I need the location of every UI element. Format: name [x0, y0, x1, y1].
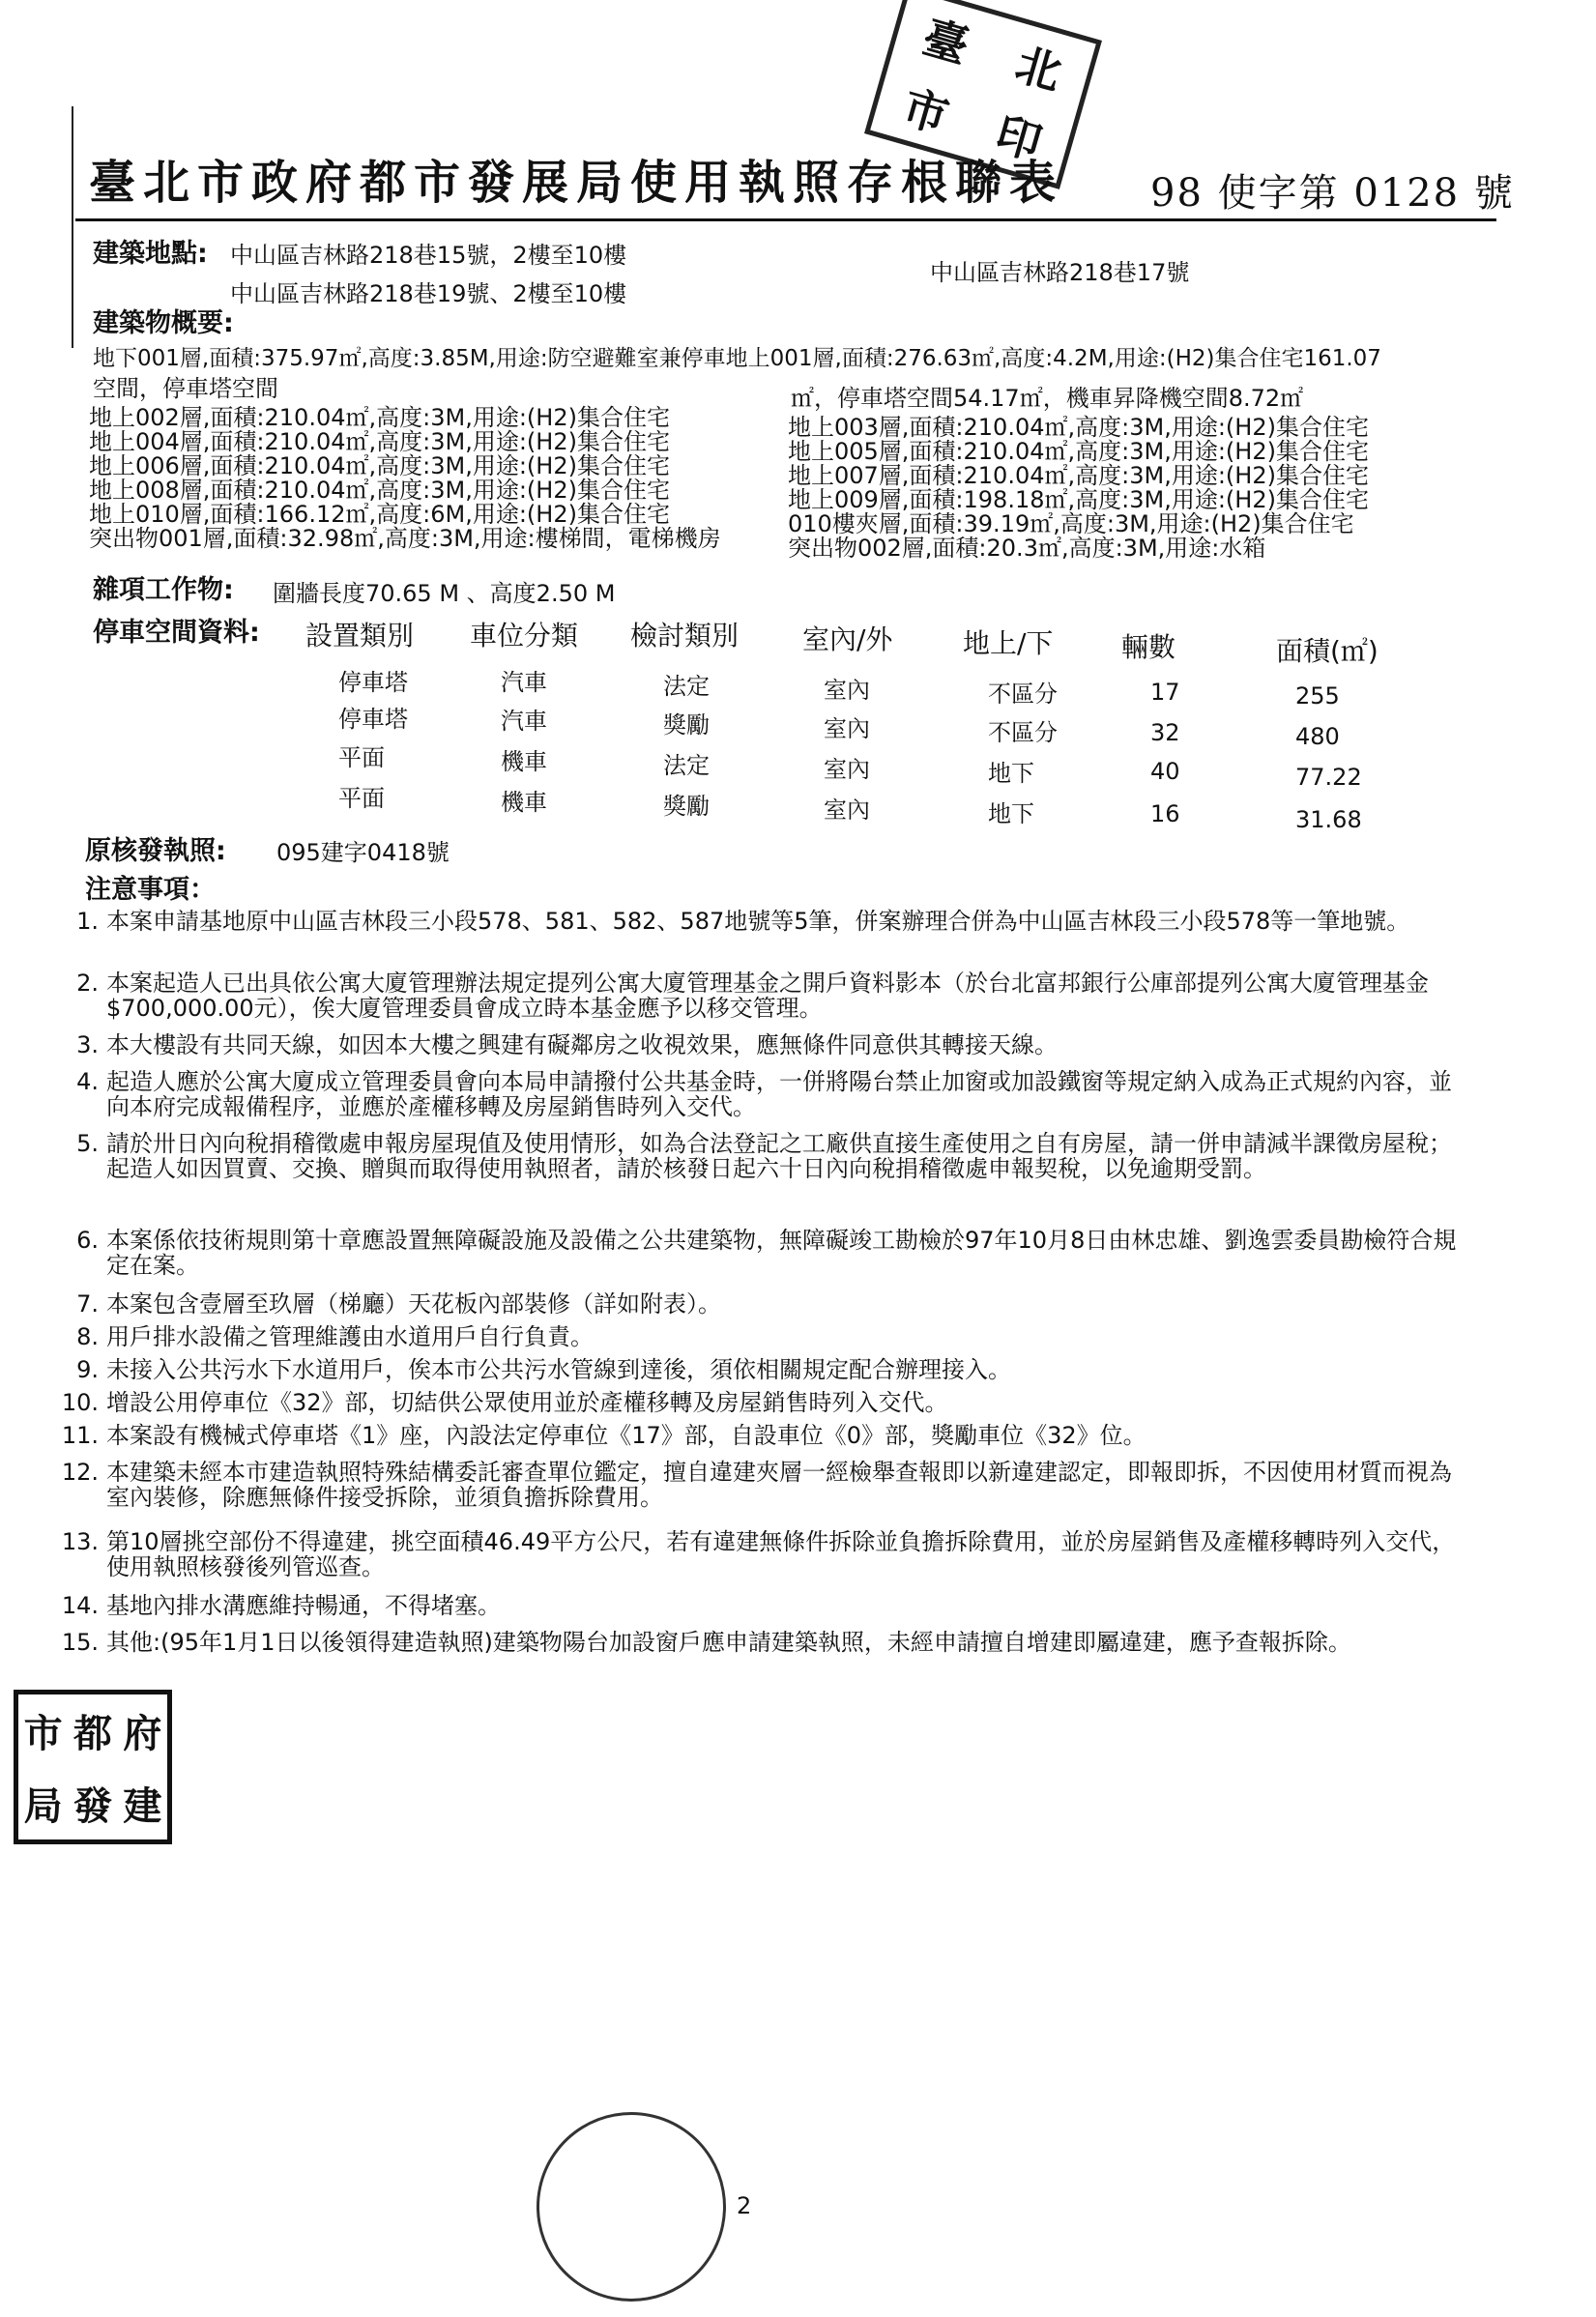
- site-right: 中山區吉林路218巷17號: [930, 259, 1190, 286]
- notice-number: 13.: [61, 1528, 99, 1555]
- stamp-char: 北: [1010, 37, 1068, 100]
- parking-header: 地上/下: [963, 627, 1054, 659]
- stamp-char: 印: [990, 106, 1048, 170]
- overview-line-2-left: 空間，停車塔空間: [93, 375, 278, 402]
- misc-label: 雜項工作物:: [93, 575, 234, 605]
- original-license-value: 095建字0418號: [276, 839, 450, 866]
- notice-number: 3.: [76, 1031, 99, 1058]
- parking-header: 車位分類: [470, 620, 579, 652]
- notice-item: [60, 1593, 1471, 1620]
- notice-number: 6.: [76, 1227, 99, 1254]
- parking-cell: 地下: [988, 760, 1034, 787]
- notice-number: 8.: [76, 1323, 99, 1350]
- parking-cell: 室內: [824, 796, 870, 824]
- overview-line-1: 地下001層,面積:375.97㎡,高度:3.85M,用途:防空避難室兼停車地上001層,面積:276.63㎡,高度:4.2M,用途:(H2)集合住宅161.07: [93, 346, 1381, 371]
- stamp-char: 臺: [916, 10, 974, 73]
- parking-cell: 汽車: [501, 708, 547, 735]
- parking-cell: 獎勵: [663, 711, 710, 739]
- notice-item: [60, 1357, 1471, 1384]
- parking-cell: 平面: [338, 785, 385, 812]
- notice-number: 12.: [61, 1459, 99, 1486]
- parking-cell: 法定: [663, 752, 710, 779]
- parking-header: 輛數: [1121, 631, 1176, 663]
- notice-text: 請於卅日內向稅捐稽徵處申報房屋現值及使用情形，如為合法登記之工廠供直接生產使用之自有房屋，請一併申請減半課徵房屋稅；起造人如因買賣、交換、贈與而取得使用執照者，請於核發日起六十日內向稅捐稽徵處申報契稅，以免逾期受罰。: [106, 1130, 1452, 1182]
- notice-item: [60, 1630, 1471, 1684]
- floor-line: 地上002層,面積:210.04㎡,高度:3M,用途:(H2)集合住宅: [89, 404, 670, 431]
- floor-line: 地上008層,面積:210.04㎡,高度:3M,用途:(H2)集合住宅: [89, 477, 670, 504]
- notice-text: 本建築未經本市建造執照特殊結構委託審查單位鑑定，擅自違建夾層一經檢舉查報即以新違建認定，即報即拆，不因使用材質而視為室內裝修，除應無條件接受拆除，並須負擔拆除費用。: [106, 1459, 1452, 1511]
- notice-text: 基地內排水溝應維持暢通，不得堵塞。: [106, 1592, 501, 1619]
- seal-char: 市: [23, 1711, 63, 1756]
- notice-item: [60, 1423, 1471, 1450]
- notice-text: 本案起造人已出具依公寓大廈管理辦法規定提列公寓大廈管理基金之開戶資料影本（於台北富邦銀行公庫部提列公寓大廈管理基金$700,000.00元），俟大廈管理委員會成立時本基金應予以移交管理。: [106, 970, 1429, 1022]
- notice-number: 10.: [61, 1389, 99, 1416]
- floor-line: 010樓夾層,面積:39.19㎡,高度:3M,用途:(H2)集合住宅: [788, 510, 1354, 537]
- notice-text: 本案包含壹層至玖層（梯廳）天花板內部裝修（詳如附表）。: [106, 1290, 721, 1318]
- round-stamp: [521, 2097, 740, 2316]
- parking-cell: 室內: [824, 756, 870, 783]
- parking-cell: 獎勵: [663, 793, 710, 820]
- notice-number: 14.: [61, 1592, 99, 1619]
- floor-line: 地上007層,面積:210.04㎡,高度:3M,用途:(H2)集合住宅: [788, 462, 1369, 489]
- notice-text: 未接入公共污水下水道用戶，俟本市公共污水管線到達後，須依相關規定配合辦理接入。: [106, 1356, 1011, 1383]
- parking-cell: 31.68: [1295, 806, 1362, 833]
- notice-item: [60, 1069, 1471, 1123]
- parking-cell: 255: [1295, 682, 1340, 710]
- misc-value: 圍牆長度70.65 M 、高度2.50 M: [273, 580, 616, 607]
- notice-number: 2.: [76, 970, 99, 997]
- notice-item: [60, 970, 1471, 1025]
- page-number: 2: [737, 2192, 752, 2219]
- notice-item: [60, 1390, 1471, 1417]
- seal-char: 發: [73, 1783, 112, 1829]
- overview-right-floors: [788, 416, 1369, 561]
- site-line-1: 中山區吉林路218巷15號，2樓至10樓: [230, 242, 627, 269]
- notice-text: 本案申請基地原中山區吉林段三小段578、581、582、587地號等5筆，併案辦理合併為中山區吉林段三小段578等一筆地號。: [106, 908, 1410, 935]
- notice-text: 第10層挑空部份不得違建，挑空面積46.49平方公尺，若有違建無條件拆除並負擔拆除費用，並於房屋銷售及產權移轉時列入交代，使用執照核發後列管巡查。: [106, 1528, 1456, 1580]
- notice-number: 1.: [76, 908, 99, 935]
- notice-text: 起造人應於公寓大廈成立管理委員會向本局申請撥付公共基金時，一併將陽台禁止加窗或加設鐵窗等規定納入成為正式規約內容，並向本府完成報備程序，並應於產權移轉及房屋銷售時列入交代。: [106, 1068, 1452, 1120]
- parking-cell: 機車: [501, 789, 547, 816]
- floor-line: 地上006層,面積:210.04㎡,高度:3M,用途:(H2)集合住宅: [89, 452, 670, 479]
- floor-line: 地上004層,面積:210.04㎡,高度:3M,用途:(H2)集合住宅: [89, 428, 670, 455]
- floor-line: 地上010層,面積:166.12㎡,高度:6M,用途:(H2)集合住宅: [89, 501, 670, 528]
- parking-label: 停車空間資料:: [93, 618, 260, 648]
- notice-text: 其他:(95年1月1日以後領得建造執照)建築物陽台加設窗戶應申請建築執照，未經申請擅自增建即屬違建，應予查報拆除。: [106, 1629, 1351, 1656]
- floor-line: 地上003層,面積:210.04㎡,高度:3M,用途:(H2)集合住宅: [788, 414, 1369, 441]
- parking-header: 面積(㎡): [1276, 635, 1378, 667]
- notice-number: 7.: [76, 1290, 99, 1318]
- parking-cell: 32: [1150, 719, 1180, 746]
- parking-cell: 停車塔: [338, 706, 408, 733]
- notices-label: 注意事項：: [85, 875, 216, 905]
- parking-cell: 17: [1150, 679, 1180, 706]
- notice-text: 增設公用停車位《32》部，切結供公眾使用並於產權移轉及房屋銷售時列入交代。: [106, 1389, 948, 1416]
- notice-number: 11.: [61, 1422, 99, 1449]
- overview-line-2-right: ㎡，停車塔空間54.17㎡，機車昇降機空間8.72㎡: [791, 385, 1304, 412]
- floor-line: 地上005層,面積:210.04㎡,高度:3M,用途:(H2)集合住宅: [788, 438, 1369, 465]
- parking-cell: 不區分: [988, 681, 1058, 708]
- stamp-char: 市: [897, 79, 955, 143]
- seal-char: 局: [23, 1783, 63, 1829]
- document-number: 98 使字第 0128 號: [1150, 171, 1515, 216]
- parking-cell: 室內: [824, 715, 870, 742]
- parking-header: 設置類別: [305, 620, 415, 652]
- floor-line: 地上009層,面積:198.18㎡,高度:3M,用途:(H2)集合住宅: [788, 486, 1369, 513]
- parking-cell: 77.22: [1295, 764, 1362, 791]
- parking-cell: 16: [1150, 800, 1180, 827]
- seal-char: 都: [73, 1711, 112, 1756]
- parking-cell: 法定: [663, 673, 710, 700]
- site-label: 建築地點:: [93, 239, 208, 269]
- notice-number: 15.: [61, 1629, 99, 1656]
- notice-item: [60, 1032, 1471, 1059]
- site-line-2: 中山區吉林路218巷19號、2樓至10樓: [230, 280, 627, 307]
- notice-number: 5.: [76, 1130, 99, 1157]
- notice-number: 4.: [76, 1068, 99, 1095]
- official-seal: [14, 1690, 172, 1844]
- parking-cell: 機車: [501, 748, 547, 775]
- left-margin-line: [72, 106, 73, 348]
- notice-number: 9.: [76, 1356, 99, 1383]
- overview-left-floors: [89, 406, 721, 551]
- notice-text: 用戶排水設備之管理維護由水道用戶自行負責。: [106, 1323, 594, 1350]
- notice-item: [60, 1460, 1471, 1514]
- parking-cell: 40: [1150, 758, 1180, 785]
- overview-label: 建築物概要:: [93, 308, 234, 338]
- seal-char: 建: [123, 1783, 162, 1829]
- parking-header: 檢討類別: [630, 620, 740, 652]
- notice-text: 本案設有機械式停車塔《1》座，內設法定停車位《17》部，自設車位《0》部，獎勵車位《32》位。: [106, 1422, 1146, 1449]
- parking-cell: 室內: [824, 677, 870, 704]
- seal-char: 府: [123, 1711, 162, 1756]
- parking-header: 室內/外: [802, 623, 893, 655]
- parking-cell: 汽車: [501, 669, 547, 696]
- original-license-label: 原核發執照:: [85, 836, 226, 866]
- parking-cell: 480: [1295, 723, 1340, 750]
- notice-item: [60, 909, 1471, 963]
- parking-cell: 地下: [988, 800, 1034, 827]
- parking-cell: 停車塔: [338, 669, 408, 696]
- notice-item: [60, 1529, 1471, 1583]
- parking-cell: 不區分: [988, 719, 1058, 746]
- notice-item: [60, 1291, 1471, 1318]
- floor-line: 突出物001層,面積:32.98㎡,高度:3M,用途:樓梯間，電梯機房: [89, 525, 721, 552]
- notice-item: [60, 1228, 1471, 1282]
- notice-text: 本案係依技術規則第十章應設置無障礙設施及設備之公共建築物，無障礙竣工勘檢於97年10月8日由林忠雄、劉逸雲委員勘檢符合規定在案。: [106, 1227, 1457, 1279]
- header-rule: [75, 218, 1496, 221]
- floor-line: 突出物002層,面積:20.3㎡,高度:3M,用途:水箱: [788, 535, 1266, 562]
- notice-item: [60, 1324, 1471, 1351]
- document-title: 臺北市政府都市發展局使用執照存根聯表: [89, 156, 1064, 210]
- notice-item: [60, 1131, 1471, 1212]
- parking-cell: 平面: [338, 744, 385, 771]
- notice-text: 本大樓設有共同天線，如因本大樓之興建有礙鄰房之收視效果，應無條件同意供其轉接天線。: [106, 1031, 1058, 1058]
